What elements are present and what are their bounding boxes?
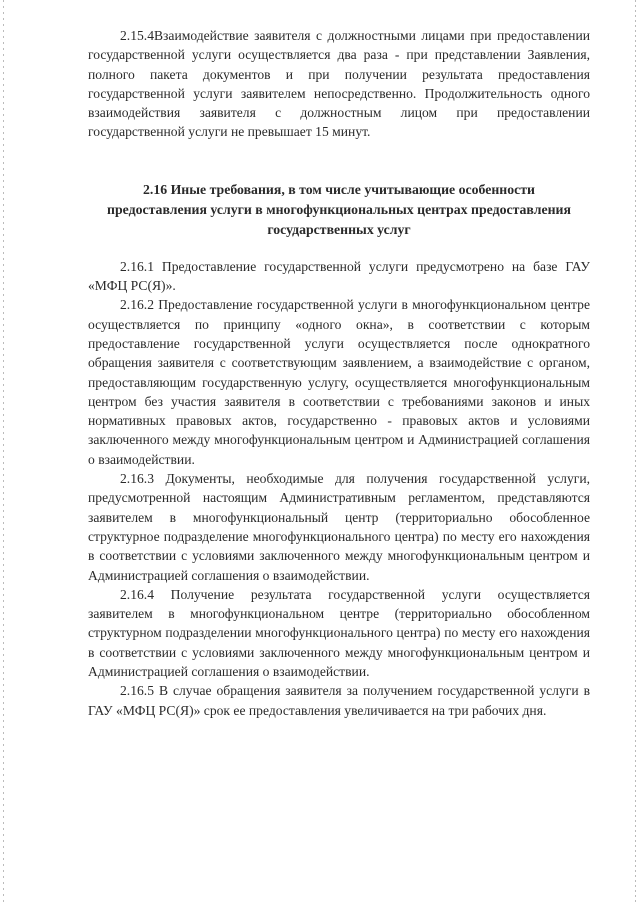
paragraph-2-16-4: 2.16.4 Получение результата государственной услуги осуществляется заявителем в многофункциональном центре (территориально обособленном структурном подразделении многофункционального центра) по месту его нахождения в соответствии с условиями заключенного между многофункциональным центром и Администрацией соглашения о взаимодействии. — [88, 586, 590, 680]
document-body — [88, 26, 590, 720]
paragraph-2-16-5: 2.16.5 В случае обращения заявителя за получением государственной услуги в ГАУ «МФЦ РС(Я)» срок ее предоставления увеличивается на три рабочих дня. — [88, 683, 590, 718]
paragraph-2-16-3: 2.16.3 Документы, необходимые для получения государственной услуги, предусмотренной настоящим Административным регламентом, представляются заявителем в многофункциональный центр (территориально обособленное структурное подразделение многофункционального центра) по месту его нахождения в соответствии с условиями заключенного между многофункциональным центром и Администрацией соглашения о взаимодействии. — [88, 471, 590, 583]
scan-edge-right — [635, 0, 636, 905]
paragraph-2-16-2: 2.16.2 Предоставление государственной услуги в многофункциональном центре осуществляется по принципу «одного окна», в соответствии с которым предоставление государственной услуги осуществляется после однократного обращения заявителя с соответствующим заявлением, а взаимодействие с органом, предоставляющим государственную услугу, осуществляется многофункциональным центром без участия заявителя в соответствии с требованиями законов и иных нормативных правовых актов, государственно - правовых актов и условиями заключенного между многофункциональным центром и Администрацией соглашения о взаимодействии. — [88, 297, 590, 467]
paragraph-2-16-1: 2.16.1 Предоставление государственной услуги предусмотрено на базе ГАУ «МФЦ РС(Я)». — [88, 258, 590, 294]
section-heading-2-16: 2.16 Иные требования, в том числе учитывающие особенности предоставления услуги в многофункциональных центрах предоставления государственных услуг — [107, 181, 571, 237]
paragraph-2-15-4: 2.15.4Взаимодействие заявителя с должностными лицами при предоставлении государственной услуги осуществляется два раза - при представлении Заявления, полного пакета документов и при получении результата предоставления государственной услуги заявителем непосредственно. Продолжительность одного взаимодействия заявителя с должностным лицом при предоставлении государственной услуги не превышает 15 минут. — [88, 28, 590, 140]
scan-edge-left — [3, 0, 4, 905]
